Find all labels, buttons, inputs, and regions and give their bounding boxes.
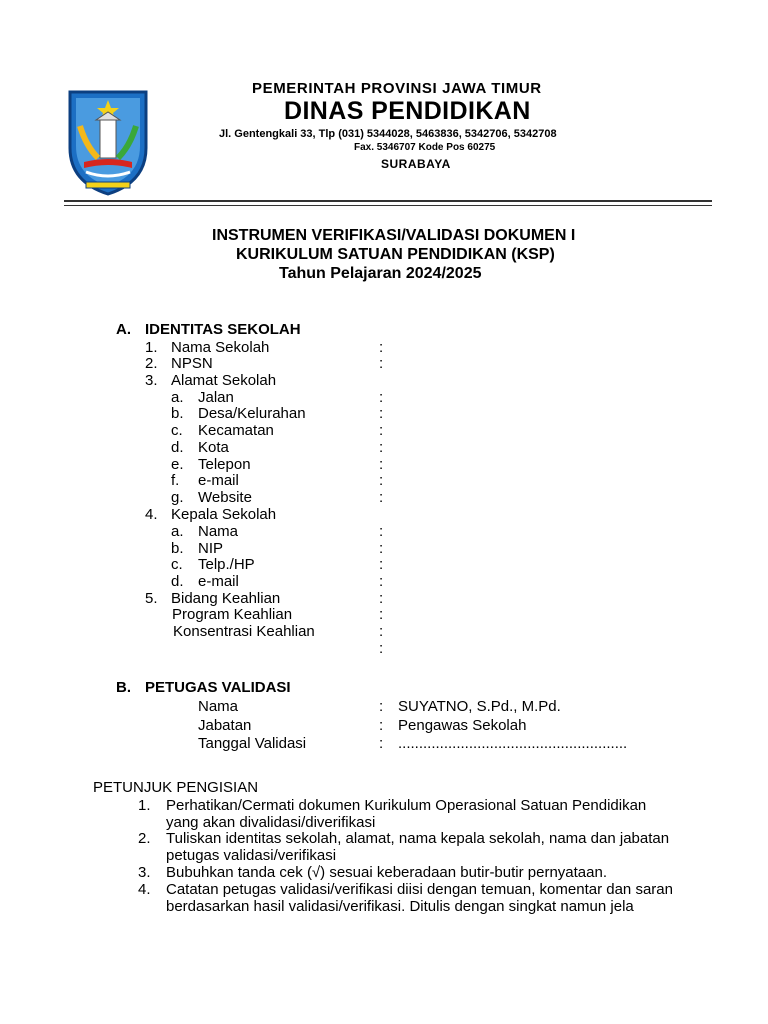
item-colon: : bbox=[379, 422, 384, 439]
letterhead-agency: DINAS PENDIDIKAN bbox=[284, 97, 531, 125]
subitem-letter: d. bbox=[171, 439, 184, 456]
item-colon: : bbox=[379, 439, 384, 456]
instruction-text: Catatan petugas validasi/verifikasi diisi dengan temuan, komentar dan saran bbox=[166, 881, 673, 898]
item-colon: : bbox=[379, 717, 384, 734]
item-label: Kepala Sekolah bbox=[171, 506, 277, 523]
subitem-letter: a. bbox=[171, 389, 184, 406]
item-colon: : bbox=[379, 523, 384, 540]
validator-name-label: Nama bbox=[198, 698, 239, 715]
section-b-marker: B. bbox=[116, 679, 131, 696]
subitem-letter: f. bbox=[171, 472, 180, 489]
letterhead-divider bbox=[64, 200, 712, 202]
subitem-letter: c. bbox=[171, 556, 183, 573]
subitem-letter: d. bbox=[171, 573, 184, 590]
item-number: 4. bbox=[145, 506, 158, 523]
section-b-heading: PETUGAS VALIDASI bbox=[145, 679, 291, 696]
item-colon: : bbox=[379, 606, 384, 623]
instruction-text-cont: yang akan divalidasi/diverifikasi bbox=[166, 814, 376, 831]
subitem-label: Website bbox=[198, 489, 252, 506]
instruction-text: Bubuhkan tanda cek (√) sesuai keberadaan butir-butir pernyataan. bbox=[166, 864, 608, 881]
instruction-text-cont: petugas validasi/verifikasi bbox=[166, 847, 337, 864]
letterhead-address: Jl. Gentengkali 33, Tlp (031) 5344028, 5463836, 5342706, 5342708 bbox=[219, 128, 557, 140]
subitem-label: Kota bbox=[198, 439, 229, 456]
subitem-label: Telepon bbox=[198, 456, 251, 473]
subitem-label: Telp./HP bbox=[198, 556, 255, 573]
item-colon: : bbox=[379, 456, 384, 473]
letterhead-government: PEMERINTAH PROVINSI JAWA TIMUR bbox=[252, 80, 542, 97]
instruction-number: 2. bbox=[138, 830, 151, 847]
subitem-label: e-mail bbox=[198, 573, 239, 590]
item-label: Program Keahlian bbox=[172, 606, 293, 623]
instruction-number: 1. bbox=[138, 797, 151, 814]
letterhead-fax: Fax. 5346707 Kode Pos 60275 bbox=[354, 142, 496, 153]
item-colon: : bbox=[379, 540, 384, 557]
subitem-letter: e. bbox=[171, 456, 184, 473]
subitem-label: Nama bbox=[198, 523, 239, 540]
item-colon: : bbox=[379, 698, 384, 715]
item-colon: : bbox=[379, 489, 384, 506]
letterhead-divider-thin bbox=[64, 205, 712, 206]
validator-position-label: Jabatan bbox=[198, 717, 252, 734]
item-colon: : bbox=[379, 389, 384, 406]
instruction-number: 4. bbox=[138, 881, 151, 898]
item-colon: : bbox=[379, 339, 384, 356]
jawa-timur-emblem-icon bbox=[62, 86, 154, 196]
subitem-label: e-mail bbox=[198, 472, 239, 489]
item-colon: : bbox=[379, 405, 384, 422]
item-colon: : bbox=[379, 573, 384, 590]
item-number: 3. bbox=[145, 372, 158, 389]
instruction-text: Perhatikan/Cermati dokumen Kurikulum Operasional Satuan Pendidikan bbox=[166, 797, 647, 814]
document-title-line1: INSTRUMEN VERIFIKASI/VALIDASI DOKUMEN I bbox=[212, 227, 576, 244]
petunjuk-heading: PETUNJUK PENGISIAN bbox=[93, 779, 259, 796]
subitem-label: Kecamatan bbox=[198, 422, 274, 439]
instruction-text: Tuliskan identitas sekolah, alamat, nama kepala sekolah, nama dan jabatan bbox=[166, 830, 670, 847]
item-colon: : bbox=[379, 623, 384, 640]
item-colon: : bbox=[379, 556, 384, 573]
instruction-text-cont: berdasarkan hasil validasi/verifikasi. Ditulis dengan singkat namun jela bbox=[166, 898, 634, 915]
item-label: Nama Sekolah bbox=[171, 339, 270, 356]
subitem-letter: g. bbox=[171, 489, 184, 506]
validator-name-value: SUYATNO, S.Pd., M.Pd. bbox=[398, 698, 561, 715]
subitem-letter: b. bbox=[171, 405, 184, 422]
item-label: Konsentrasi Keahlian bbox=[173, 623, 315, 640]
item-number: 2. bbox=[145, 355, 158, 372]
item-label: Alamat Sekolah bbox=[171, 372, 277, 389]
document-title-line2: KURIKULUM SATUAN PENDIDIKAN (KSP) bbox=[236, 246, 555, 263]
subitem-label: Desa/Kelurahan bbox=[198, 405, 306, 422]
section-a-heading: IDENTITAS SEKOLAH bbox=[145, 321, 301, 338]
subitem-label: Jalan bbox=[198, 389, 234, 406]
validator-position-value: Pengawas Sekolah bbox=[398, 717, 527, 734]
item-label: Bidang Keahlian bbox=[171, 590, 281, 607]
subitem-letter: b. bbox=[171, 540, 184, 557]
item-colon: : bbox=[379, 590, 384, 607]
subitem-letter: a. bbox=[171, 523, 184, 540]
letterhead-city: SURABAYA bbox=[381, 157, 451, 171]
subitem-label: NIP bbox=[198, 540, 224, 557]
item-colon: : bbox=[379, 735, 384, 752]
validation-date-label: Tanggal Validasi bbox=[198, 735, 307, 752]
item-colon: : bbox=[379, 640, 384, 657]
item-label: NPSN bbox=[171, 355, 213, 372]
validation-date-value: ....................................................... bbox=[398, 735, 628, 752]
item-colon: : bbox=[379, 472, 384, 489]
item-number: 1. bbox=[145, 339, 158, 356]
section-a-marker: A. bbox=[116, 321, 131, 338]
item-colon: : bbox=[379, 355, 384, 372]
instruction-number: 3. bbox=[138, 864, 151, 881]
document-title-year: Tahun Pelajaran 2024/2025 bbox=[279, 265, 482, 282]
subitem-letter: c. bbox=[171, 422, 183, 439]
item-number: 5. bbox=[145, 590, 158, 607]
